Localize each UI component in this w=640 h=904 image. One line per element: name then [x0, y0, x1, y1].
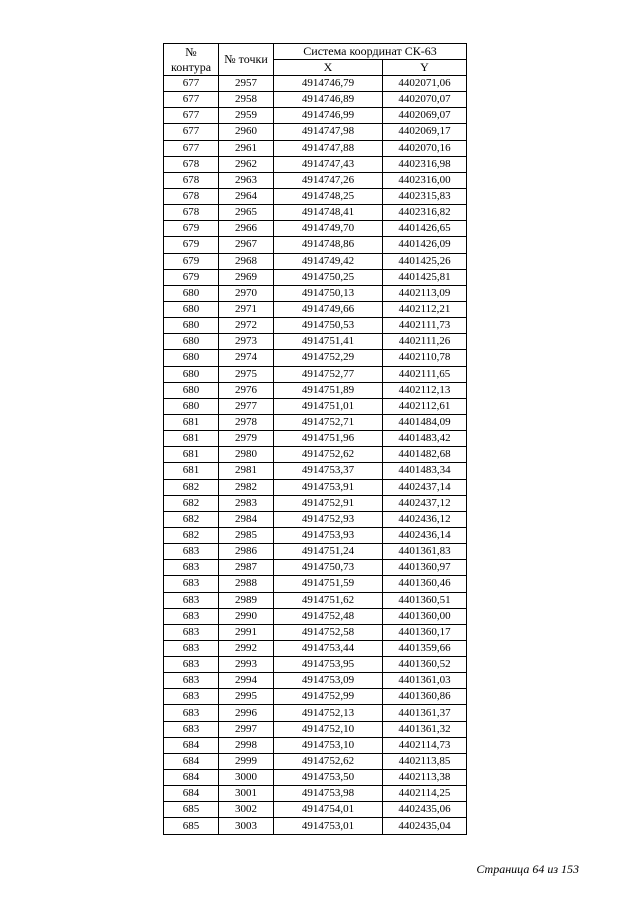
table-row	[164, 221, 467, 237]
cell-point-number: 2997	[219, 721, 274, 737]
cell-x: 4914749,70	[274, 221, 383, 237]
cell-contour-number: 684	[164, 786, 219, 802]
cell-y: 4402114,73	[383, 737, 467, 753]
cell-contour-number: 683	[164, 721, 219, 737]
cell-point-number: 2998	[219, 737, 274, 753]
cell-y: 4401425,26	[383, 253, 467, 269]
table-row	[164, 640, 467, 656]
cell-contour-number: 683	[164, 705, 219, 721]
cell-y: 4402112,61	[383, 398, 467, 414]
cell-contour-number: 680	[164, 285, 219, 301]
table-row	[164, 237, 467, 253]
cell-point-number: 3000	[219, 770, 274, 786]
cell-contour-number: 680	[164, 334, 219, 350]
cell-x: 4914753,37	[274, 463, 383, 479]
cell-contour-number: 677	[164, 140, 219, 156]
table-row	[164, 576, 467, 592]
cell-contour-number: 680	[164, 366, 219, 382]
cell-y: 4402111,65	[383, 366, 467, 382]
cell-point-number: 2980	[219, 447, 274, 463]
cell-x: 4914749,42	[274, 253, 383, 269]
cell-x: 4914754,01	[274, 802, 383, 818]
cell-point-number: 2982	[219, 479, 274, 495]
cell-contour-number: 683	[164, 592, 219, 608]
cell-x: 4914751,62	[274, 592, 383, 608]
cell-x: 4914746,89	[274, 92, 383, 108]
table-row	[164, 770, 467, 786]
table-row	[164, 624, 467, 640]
table-row	[164, 269, 467, 285]
table-row	[164, 92, 467, 108]
cell-x: 4914748,86	[274, 237, 383, 253]
table-row	[164, 689, 467, 705]
cell-point-number: 2988	[219, 576, 274, 592]
cell-contour-number: 681	[164, 414, 219, 430]
table-row	[164, 608, 467, 624]
cell-x: 4914746,79	[274, 76, 383, 92]
cell-y: 4402113,38	[383, 770, 467, 786]
table-row	[164, 318, 467, 334]
table-row	[164, 398, 467, 414]
cell-y: 4401361,83	[383, 544, 467, 560]
cell-point-number: 2958	[219, 92, 274, 108]
cell-point-number: 2987	[219, 560, 274, 576]
table-row	[164, 140, 467, 156]
cell-y: 4402114,25	[383, 786, 467, 802]
cell-point-number: 2990	[219, 608, 274, 624]
cell-point-number: 2979	[219, 431, 274, 447]
cell-x: 4914752,99	[274, 689, 383, 705]
cell-point-number: 2959	[219, 108, 274, 124]
cell-point-number: 2968	[219, 253, 274, 269]
cell-contour-number: 683	[164, 608, 219, 624]
cell-x: 4914753,09	[274, 673, 383, 689]
cell-x: 4914753,93	[274, 527, 383, 543]
cell-contour-number: 683	[164, 640, 219, 656]
cell-y: 4401360,51	[383, 592, 467, 608]
cell-point-number: 3003	[219, 818, 274, 834]
cell-y: 4401426,09	[383, 237, 467, 253]
cell-y: 4401482,68	[383, 447, 467, 463]
table-row	[164, 172, 467, 188]
cell-point-number: 2967	[219, 237, 274, 253]
cell-point-number: 2957	[219, 76, 274, 92]
cell-x: 4914753,98	[274, 786, 383, 802]
cell-contour-number: 680	[164, 318, 219, 334]
cell-x: 4914753,44	[274, 640, 383, 656]
table-row	[164, 818, 467, 834]
cell-x: 4914747,26	[274, 172, 383, 188]
cell-x: 4914752,62	[274, 447, 383, 463]
table-row	[164, 495, 467, 511]
cell-contour-number: 678	[164, 172, 219, 188]
cell-contour-number: 677	[164, 108, 219, 124]
cell-y: 4402437,14	[383, 479, 467, 495]
cell-x: 4914751,59	[274, 576, 383, 592]
cell-y: 4402069,07	[383, 108, 467, 124]
cell-point-number: 2972	[219, 318, 274, 334]
cell-x: 4914752,93	[274, 511, 383, 527]
cell-x: 4914753,95	[274, 657, 383, 673]
cell-contour-number: 678	[164, 188, 219, 204]
table-row	[164, 544, 467, 560]
cell-x: 4914753,01	[274, 818, 383, 834]
cell-x: 4914748,25	[274, 188, 383, 204]
cell-point-number: 3002	[219, 802, 274, 818]
table-row	[164, 447, 467, 463]
cell-point-number: 2977	[219, 398, 274, 414]
table-row	[164, 431, 467, 447]
coordinates-table	[163, 43, 467, 835]
cell-contour-number: 680	[164, 301, 219, 317]
cell-x: 4914752,29	[274, 350, 383, 366]
cell-x: 4914751,96	[274, 431, 383, 447]
table-row	[164, 414, 467, 430]
cell-x: 4914752,62	[274, 753, 383, 769]
cell-y: 4402069,17	[383, 124, 467, 140]
table-row	[164, 737, 467, 753]
cell-contour-number: 679	[164, 253, 219, 269]
cell-point-number: 2999	[219, 753, 274, 769]
cell-y: 4401483,34	[383, 463, 467, 479]
table-row	[164, 479, 467, 495]
cell-point-number: 2983	[219, 495, 274, 511]
cell-contour-number: 677	[164, 76, 219, 92]
cell-point-number: 2969	[219, 269, 274, 285]
cell-contour-number: 683	[164, 576, 219, 592]
cell-y: 4401361,03	[383, 673, 467, 689]
cell-x: 4914750,73	[274, 560, 383, 576]
cell-contour-number: 682	[164, 495, 219, 511]
cell-contour-number: 679	[164, 269, 219, 285]
cell-y: 4402112,13	[383, 382, 467, 398]
cell-contour-number: 678	[164, 205, 219, 221]
cell-y: 4402315,83	[383, 188, 467, 204]
table-row	[164, 350, 467, 366]
cell-point-number: 2965	[219, 205, 274, 221]
cell-y: 4402113,09	[383, 285, 467, 301]
table-row	[164, 285, 467, 301]
cell-y: 4401360,17	[383, 624, 467, 640]
cell-contour-number: 683	[164, 657, 219, 673]
cell-y: 4401425,81	[383, 269, 467, 285]
cell-y: 4402435,04	[383, 818, 467, 834]
table-row	[164, 786, 467, 802]
cell-y: 4402113,85	[383, 753, 467, 769]
cell-y: 4401360,46	[383, 576, 467, 592]
table-row	[164, 560, 467, 576]
table-row	[164, 382, 467, 398]
cell-contour-number: 680	[164, 382, 219, 398]
cell-y: 4402316,98	[383, 156, 467, 172]
cell-x: 4914751,24	[274, 544, 383, 560]
cell-point-number: 2995	[219, 689, 274, 705]
table-row	[164, 721, 467, 737]
cell-y: 4402436,14	[383, 527, 467, 543]
table-row	[164, 156, 467, 172]
table-row	[164, 253, 467, 269]
cell-point-number: 2986	[219, 544, 274, 560]
cell-y: 4401360,52	[383, 657, 467, 673]
cell-contour-number: 678	[164, 156, 219, 172]
cell-x: 4914752,48	[274, 608, 383, 624]
cell-point-number: 2963	[219, 172, 274, 188]
cell-point-number: 3001	[219, 786, 274, 802]
cell-x: 4914747,88	[274, 140, 383, 156]
cell-point-number: 2991	[219, 624, 274, 640]
cell-contour-number: 683	[164, 544, 219, 560]
cell-point-number: 2996	[219, 705, 274, 721]
cell-y: 4402111,73	[383, 318, 467, 334]
header-point-number: № точки	[219, 44, 274, 76]
cell-point-number: 2993	[219, 657, 274, 673]
cell-x: 4914746,99	[274, 108, 383, 124]
cell-point-number: 2961	[219, 140, 274, 156]
table-row	[164, 511, 467, 527]
table-row	[164, 76, 467, 92]
cell-contour-number: 684	[164, 737, 219, 753]
cell-contour-number: 679	[164, 221, 219, 237]
cell-contour-number: 682	[164, 479, 219, 495]
cell-point-number: 2962	[219, 156, 274, 172]
cell-contour-number: 683	[164, 624, 219, 640]
cell-x: 4914752,13	[274, 705, 383, 721]
cell-y: 4401360,00	[383, 608, 467, 624]
cell-point-number: 2984	[219, 511, 274, 527]
cell-x: 4914750,13	[274, 285, 383, 301]
cell-point-number: 2989	[219, 592, 274, 608]
header-x: X	[274, 60, 383, 76]
cell-x: 4914752,58	[274, 624, 383, 640]
cell-point-number: 2960	[219, 124, 274, 140]
cell-x: 4914752,91	[274, 495, 383, 511]
cell-contour-number: 684	[164, 770, 219, 786]
cell-contour-number: 683	[164, 689, 219, 705]
cell-y: 4401426,65	[383, 221, 467, 237]
table-row	[164, 334, 467, 350]
cell-y: 4402110,78	[383, 350, 467, 366]
cell-point-number: 2981	[219, 463, 274, 479]
cell-point-number: 2964	[219, 188, 274, 204]
cell-y: 4402070,07	[383, 92, 467, 108]
cell-point-number: 2974	[219, 350, 274, 366]
cell-y: 4402435,06	[383, 802, 467, 818]
table-row	[164, 527, 467, 543]
table-row	[164, 592, 467, 608]
page-number: Страница 64 из 153	[476, 862, 579, 876]
cell-contour-number: 685	[164, 802, 219, 818]
cell-y: 4401483,42	[383, 431, 467, 447]
cell-point-number: 2975	[219, 366, 274, 382]
cell-x: 4914752,71	[274, 414, 383, 430]
cell-x: 4914752,77	[274, 366, 383, 382]
header-coordinate-system: Система координат СК-63	[274, 44, 467, 60]
cell-y: 4402316,00	[383, 172, 467, 188]
cell-contour-number: 680	[164, 350, 219, 366]
cell-contour-number: 677	[164, 124, 219, 140]
cell-y: 4401359,66	[383, 640, 467, 656]
cell-x: 4914747,43	[274, 156, 383, 172]
cell-contour-number: 681	[164, 447, 219, 463]
cell-y: 4401361,32	[383, 721, 467, 737]
table-row	[164, 673, 467, 689]
table-body	[164, 76, 467, 835]
cell-contour-number: 682	[164, 511, 219, 527]
cell-point-number: 2971	[219, 301, 274, 317]
cell-x: 4914750,53	[274, 318, 383, 334]
cell-y: 4402112,21	[383, 301, 467, 317]
table-row	[164, 301, 467, 317]
cell-contour-number: 683	[164, 673, 219, 689]
cell-y: 4401361,37	[383, 705, 467, 721]
cell-y: 4401484,09	[383, 414, 467, 430]
cell-contour-number: 685	[164, 818, 219, 834]
cell-x: 4914748,41	[274, 205, 383, 221]
table-row	[164, 753, 467, 769]
cell-x: 4914753,50	[274, 770, 383, 786]
cell-x: 4914751,01	[274, 398, 383, 414]
cell-point-number: 2978	[219, 414, 274, 430]
header-y: Y	[383, 60, 467, 76]
cell-x: 4914751,89	[274, 382, 383, 398]
cell-point-number: 2966	[219, 221, 274, 237]
cell-contour-number: 683	[164, 560, 219, 576]
cell-contour-number: 677	[164, 92, 219, 108]
cell-x: 4914747,98	[274, 124, 383, 140]
cell-y: 4401360,97	[383, 560, 467, 576]
cell-y: 4401360,86	[383, 689, 467, 705]
cell-contour-number: 682	[164, 527, 219, 543]
cell-point-number: 2976	[219, 382, 274, 398]
cell-contour-number: 681	[164, 431, 219, 447]
cell-y: 4402071,06	[383, 76, 467, 92]
table-row	[164, 463, 467, 479]
table-row	[164, 366, 467, 382]
cell-point-number: 2973	[219, 334, 274, 350]
cell-y: 4402316,82	[383, 205, 467, 221]
cell-x: 4914749,66	[274, 301, 383, 317]
table-row	[164, 124, 467, 140]
table-row	[164, 802, 467, 818]
cell-contour-number: 679	[164, 237, 219, 253]
table-row	[164, 108, 467, 124]
header-contour-number: № контура	[164, 44, 219, 76]
cell-x: 4914753,10	[274, 737, 383, 753]
cell-x: 4914752,10	[274, 721, 383, 737]
cell-contour-number: 680	[164, 398, 219, 414]
table-row	[164, 705, 467, 721]
cell-x: 4914751,41	[274, 334, 383, 350]
cell-x: 4914750,25	[274, 269, 383, 285]
cell-point-number: 2992	[219, 640, 274, 656]
cell-y: 4402436,12	[383, 511, 467, 527]
cell-point-number: 2994	[219, 673, 274, 689]
cell-y: 4402070,16	[383, 140, 467, 156]
table-row	[164, 205, 467, 221]
cell-x: 4914753,91	[274, 479, 383, 495]
cell-point-number: 2985	[219, 527, 274, 543]
cell-contour-number: 681	[164, 463, 219, 479]
table-header	[164, 44, 467, 76]
table-row	[164, 657, 467, 673]
cell-y: 4402111,26	[383, 334, 467, 350]
table-row	[164, 188, 467, 204]
cell-y: 4402437,12	[383, 495, 467, 511]
cell-contour-number: 684	[164, 753, 219, 769]
cell-point-number: 2970	[219, 285, 274, 301]
